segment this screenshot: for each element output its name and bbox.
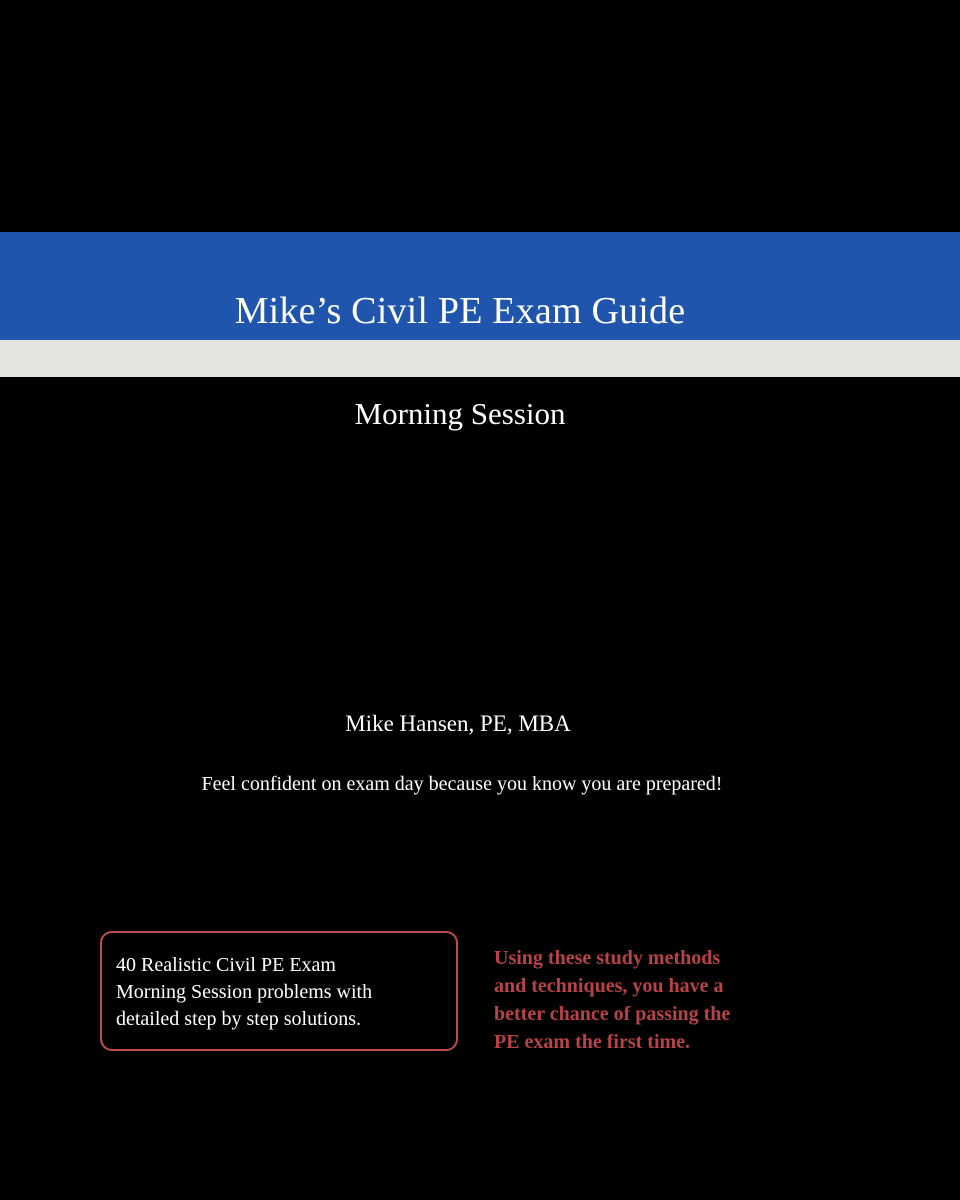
feature-line: Morning Session problems with [116,981,373,1003]
benefit-statement [494,944,814,1056]
book-subtitle: Morning Session [354,396,566,431]
feature-line: 40 Realistic Civil PE Exam [116,954,336,976]
feature-line: detailed step by step solutions. [116,1008,361,1030]
book-title: Mike’s Civil PE Exam Guide [234,290,686,332]
benefit-line: better chance of passing the [494,1003,731,1025]
tagline: Feel confident on exam day because you know you are prepared! [201,773,723,795]
benefit-line: PE exam the first time. [494,1031,691,1053]
grey-stripe [0,340,960,377]
benefit-line: Using these study methods [494,947,721,969]
feature-callout-text [116,952,456,1033]
benefit-line: and techniques, you have a [494,975,724,997]
author-name: Mike Hansen, PE, MBA [345,711,571,736]
